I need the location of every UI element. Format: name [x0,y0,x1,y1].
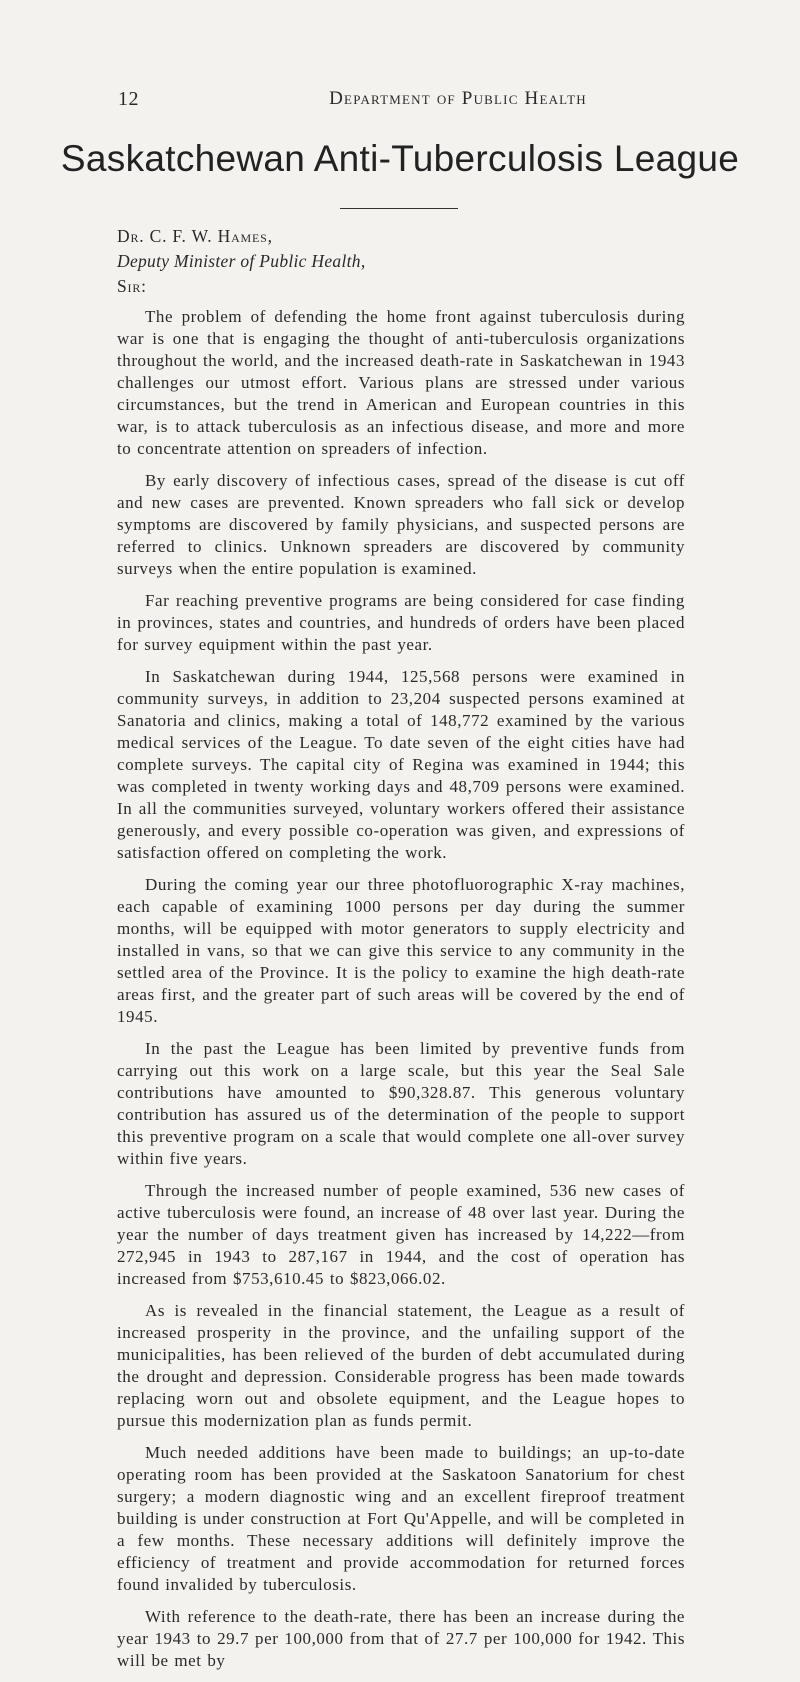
paragraph: Through the increased number of people examined, 536 new cases of active tuberculosis were found, an increase of 48 over last year. During the year the number of days treatment given has increased by 14,222—from 272,945 in 1943 to 287,167 in 1944, and the cost of operation has increased from $753,610.45 to $823,066.02. [117,1181,685,1288]
paragraph: Much needed additions have been made to buildings; an up-to-date operating room has been provided at the Saskatoon Sanatorium for chest surgery; a modern diagnostic wing and an excellent fireproof treatment building is under construction at Fort Qu'Appelle, and will be completed in a few months. These necessary additions will definitely improve the efficiency of treatment and provide accommodation for returned forces found invalided by tuberculosis. [117,1443,685,1594]
running-head: Department of Public Health [329,88,587,109]
greeting: Sir: [117,276,147,296]
paragraph: During the coming year our three photofluorographic X-ray machines, each capable of examining 1000 persons per day during the summer months, will be equipped with motor generators to supply electricity and installed in vans, so that we can give this service to any community in the settled area of the Province. It is the policy to examine the high death-rate areas first, and the greater part of such areas will be covered by the end of 1945. [117,875,685,1026]
title-divider [340,208,458,209]
paragraph: With reference to the death-rate, there has been an increase during the year 1943 to 29.7 per 100,000 from that of 27.7 per 100,000 for 1942. This will be met by [117,1607,685,1670]
salutation-block [117,224,697,299]
paragraph: As is revealed in the financial statement, the League as a result of increased prosperity in the province, and the unfailing support of the municipalities, has been relieved of the burden of debt accumulated during the drought and depression. Considerable progress has been made towards replacing worn out and obsolete equipment, and the League hopes to pursue this modernization plan as funds permit. [117,1301,685,1430]
addressee-position: Deputy Minister of Public Health, [117,251,366,271]
paragraph: In Saskatchewan during 1944, 125,568 persons were examined in community surveys, in addition to 23,204 suspected persons examined at Sanatoria and clinics, making a total of 148,772 examined by the various medical services of the League. To date seven of the eight cities have had complete surveys. The capital city of Regina was examined in 1944; this was completed in twenty working days and 48,709 persons were examined. In all the communities surveyed, voluntary workers offered their assistance generously, and every possible co-operation was given, and expressions of satisfaction offered on completing the work. [117,667,685,862]
letter-body [117,306,685,1682]
page-header [118,88,718,112]
paragraph: Far reaching preventive programs are being considered for case finding in provinces, states and countries, and hundreds of orders have been placed for survey equipment within the past year. [117,591,685,654]
page-title: Saskatchewan Anti-Tuberculosis League [60,138,740,179]
paragraph: In the past the League has been limited by preventive funds from carrying out this work on a large scale, but this year the Seal Sale contributions have amounted to $90,328.87. This generous voluntary contribution has assured us of the determination of the people to support this preventive program on a scale that would complete one all-over survey within five years. [117,1039,685,1168]
addressee: Dr. C. F. W. Hames, [117,226,273,246]
paragraph: By early discovery of infectious cases, spread of the disease is cut off and new cases are prevented. Known spreaders who fall sick or develop symptoms are discovered by family physicians, and suspected persons are referred to clinics. Unknown spreaders are discovered by community surveys when the entire population is examined. [117,471,685,578]
paragraph: The problem of defending the home front against tuberculosis during war is one that is engaging the thought of anti-tuberculosis organizations throughout the world, and the increased death-rate in Saskatchewan in 1943 challenges our utmost effort. Various plans are stressed under various circumstances, but the trend in American and European countries in this war, is to attack tuberculosis as an infectious disease, and more and more to concentrate attention on spreaders of infection. [117,307,685,458]
page-number: 12 [118,88,139,110]
